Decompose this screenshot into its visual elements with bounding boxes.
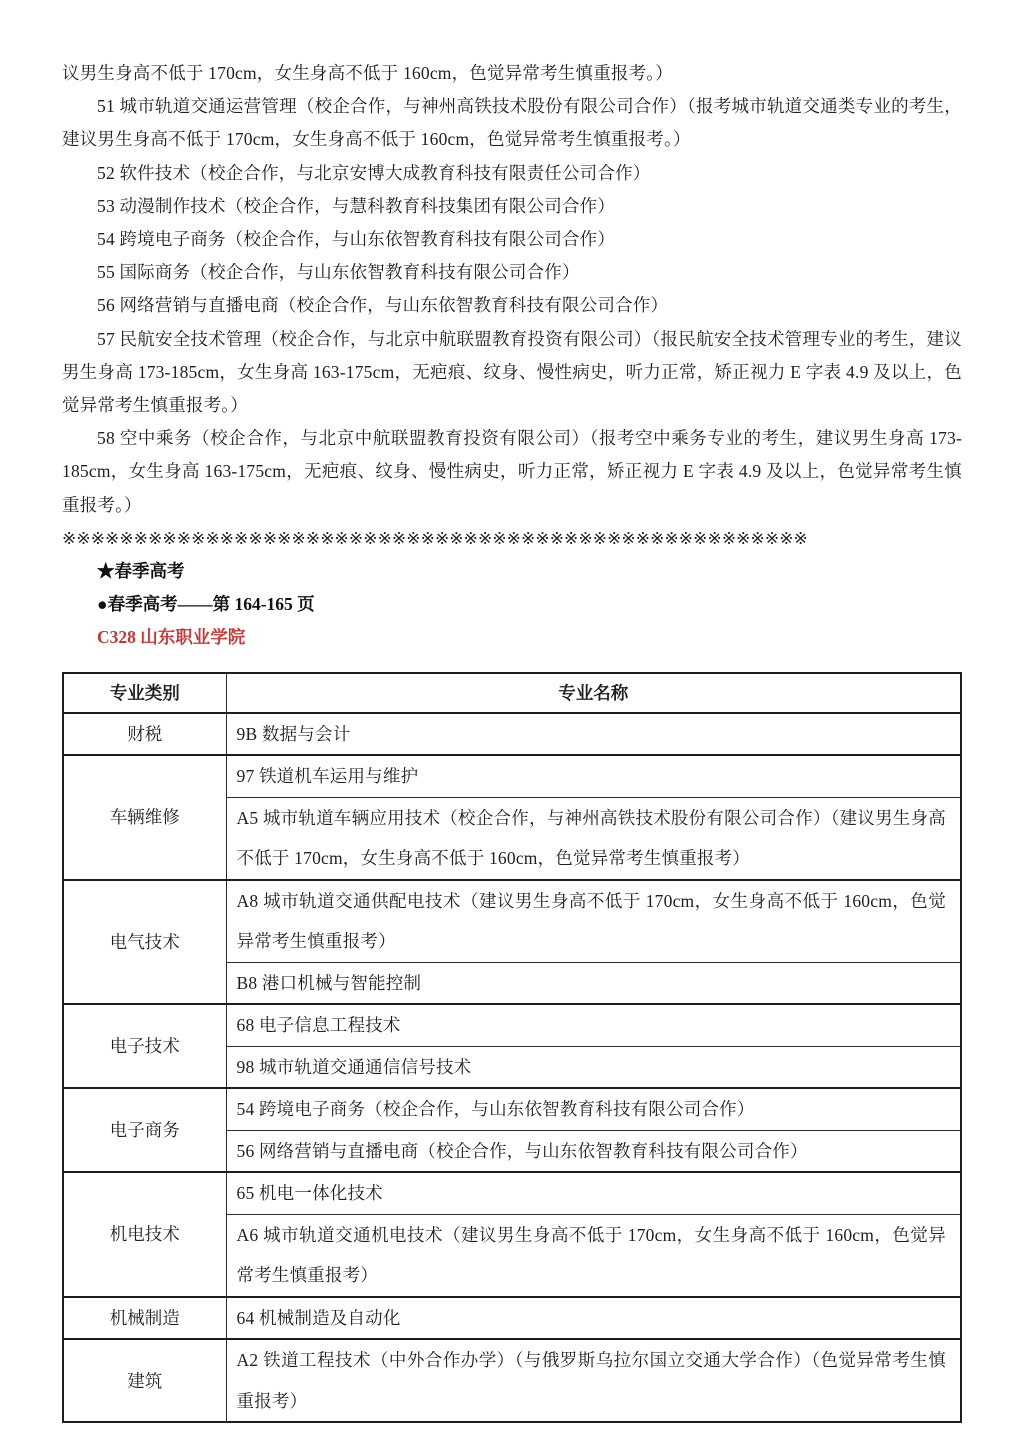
category-cell: 机械制造 xyxy=(63,1297,226,1340)
major-cell: A6 城市轨道交通机电技术（建议男生身高不低于 170cm，女生身高不低于 160cm，色觉异常考生慎重报考） xyxy=(226,1214,961,1297)
major-cell: 64 机械制造及自动化 xyxy=(226,1297,961,1340)
table-row xyxy=(63,1297,961,1340)
major-cell: A2 铁道工程技术（中外合作办学）（与俄罗斯乌拉尔国立交通大学合作）（色觉异常考生慎重报考） xyxy=(226,1339,961,1422)
table-row xyxy=(63,880,961,963)
paragraph-major-51: 51 城市轨道交通运营管理（校企合作，与神州高铁技术股份有限公司合作）（报考城市轨道交通类专业的考生，建议男生身高不低于 170cm，女生身高不低于 160cm，色觉异常考生慎重报考。） xyxy=(62,96,962,150)
paragraph-major-52: 52 软件技术（校企合作，与北京安博大成教育科技有限责任公司合作） xyxy=(97,162,651,183)
paragraph-major-56: 56 网络营销与直播电商（校企合作，与山东依智教育科技有限公司合作） xyxy=(97,295,669,316)
major-cell: 68 电子信息工程技术 xyxy=(226,1004,961,1046)
paragraph-major-53: 53 动漫制作技术（校企合作，与慧科教育科技集团有限公司合作） xyxy=(97,195,616,216)
major-cell: 97 铁道机车运用与维护 xyxy=(226,755,961,797)
category-cell: 车辆维修 xyxy=(63,755,226,880)
major-cell: 9B 数据与会计 xyxy=(226,713,961,756)
major-cell: 98 城市轨道交通通信信号技术 xyxy=(226,1046,961,1088)
table-row xyxy=(63,1004,961,1046)
spring-exam-heading: ★春季高考 xyxy=(97,561,185,582)
table-header-row xyxy=(63,673,961,713)
major-cell: A8 城市轨道交通供配电技术（建议男生身高不低于 170cm，女生身高不低于 160cm，色觉异常考生慎重报考） xyxy=(226,880,961,963)
paragraph-major-55: 55 国际商务（校企合作，与山东依智教育科技有限公司合作） xyxy=(97,262,580,283)
major-cell: 65 机电一体化技术 xyxy=(226,1172,961,1214)
table-row xyxy=(63,713,961,756)
table-row xyxy=(63,755,961,797)
paragraph-continuation: 议男生身高不低于 170cm，女生身高不低于 160cm，色觉异常考生慎重报考。） xyxy=(62,63,673,83)
majors-table xyxy=(62,672,962,1424)
major-cell: A5 城市轨道车辆应用技术（校企合作，与神州高铁技术股份有限公司合作）（建议男生身高不低于 170cm，女生身高不低于 160cm，色觉异常考生慎重报考） xyxy=(226,797,961,880)
column-header-category: 专业类别 xyxy=(63,673,226,713)
category-cell: 机电技术 xyxy=(63,1172,226,1297)
category-cell: 建筑 xyxy=(63,1339,226,1422)
paragraph-major-58: 58 空中乘务（校企合作，与北京中航联盟教育投资有限公司）（报考空中乘务专业的考生，建议男生身高 173-185cm，女生身高 163-175cm，无疤痕、纹身、慢性病史，听力正常，矫正视力 E 字表 4.9 及以上，色觉异常考生慎重报考。） xyxy=(62,428,962,515)
table-row xyxy=(63,1172,961,1214)
table-row xyxy=(63,1339,961,1422)
category-cell: 电子商务 xyxy=(63,1088,226,1172)
category-cell: 电子技术 xyxy=(63,1004,226,1088)
table-row xyxy=(63,1088,961,1130)
major-cell: 54 跨境电子商务（校企合作，与山东依智教育科技有限公司合作） xyxy=(226,1088,961,1130)
column-header-major-name: 专业名称 xyxy=(226,673,961,713)
section-separator-line: ※※※※※※※※※※※※※※※※※※※※※※※※※※※※※※※※※※※※※※※※※※※※※※※※※※※※ xyxy=(62,528,808,548)
major-cell: B8 港口机械与智能控制 xyxy=(226,962,961,1004)
category-cell: 电气技术 xyxy=(63,880,226,1005)
major-cell: 56 网络营销与直播电商（校企合作，与山东依智教育科技有限公司合作） xyxy=(226,1130,961,1172)
paragraph-major-54: 54 跨境电子商务（校企合作，与山东依智教育科技有限公司合作） xyxy=(97,229,616,250)
category-cell: 财税 xyxy=(63,713,226,756)
paragraph-major-57: 57 民航安全技术管理（校企合作，与北京中航联盟教育投资有限公司）（报民航安全技术管理专业的考生，建议男生身高 173-185cm，女生身高 163-175cm，无疤痕、纹身、慢性病史，听力正常，矫正视力 E 字表 4.9 及以上，色觉异常考生慎重报考。） xyxy=(62,328,962,416)
spring-exam-page-ref: ●春季高考——第 164-165 页 xyxy=(97,594,315,615)
college-heading: C328 山东职业学院 xyxy=(97,627,246,648)
body-paragraphs xyxy=(62,57,962,522)
